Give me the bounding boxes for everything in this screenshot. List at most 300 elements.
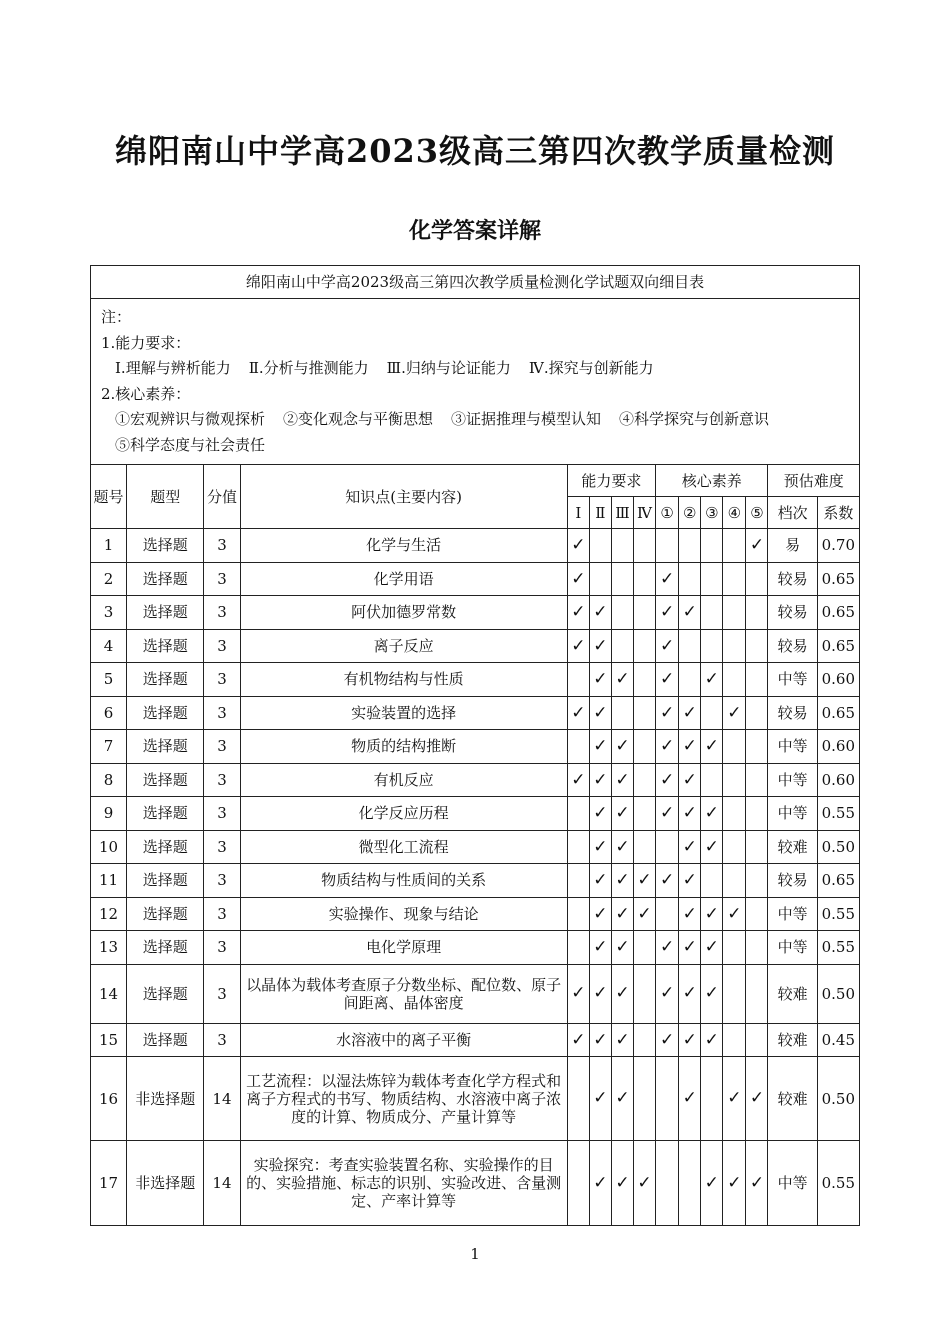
cell-ability-check xyxy=(567,1057,589,1141)
cell-ability-check xyxy=(567,830,589,864)
cell-literacy-check xyxy=(746,897,768,931)
cell-ability-check: ✓ xyxy=(589,1023,611,1057)
cell-literacy-check xyxy=(723,797,746,831)
cell-ability-check: ✓ xyxy=(611,964,633,1023)
header-coef: 系数 xyxy=(817,497,859,529)
cell-literacy-check xyxy=(746,964,768,1023)
ability-note: Ⅰ.理解与辨析能力 xyxy=(115,359,231,377)
cell-no: 12 xyxy=(91,897,127,931)
cell-knowledge: 电化学原理 xyxy=(240,931,567,965)
cell-type: 选择题 xyxy=(127,629,204,663)
table-row xyxy=(91,1023,860,1057)
cell-no: 3 xyxy=(91,596,127,630)
cell-score: 3 xyxy=(204,830,240,864)
table-row xyxy=(91,797,860,831)
cell-literacy-check xyxy=(656,897,679,931)
table-row xyxy=(91,830,860,864)
cell-knowledge: 化学与生活 xyxy=(240,529,567,563)
cell-knowledge: 有机反应 xyxy=(240,763,567,797)
cell-type: 选择题 xyxy=(127,797,204,831)
cell-coef: 0.55 xyxy=(817,1141,859,1226)
cell-no: 7 xyxy=(91,730,127,764)
cell-level: 较易 xyxy=(768,596,817,630)
cell-ability-check: ✓ xyxy=(611,1141,633,1226)
cell-literacy-check: ✓ xyxy=(701,730,723,764)
header-ability-col: Ⅲ xyxy=(611,497,633,529)
cell-coef: 0.60 xyxy=(817,763,859,797)
cell-literacy-check xyxy=(746,931,768,965)
cell-ability-check xyxy=(634,730,656,764)
header-type: 题型 xyxy=(127,465,204,529)
cell-level: 较难 xyxy=(768,830,817,864)
page-subtitle: 化学答案详解 xyxy=(408,219,541,244)
cell-no: 1 xyxy=(91,529,127,563)
cell-ability-check: ✓ xyxy=(589,797,611,831)
cell-score: 3 xyxy=(204,763,240,797)
cell-ability-check xyxy=(634,663,656,697)
cell-score: 3 xyxy=(204,1023,240,1057)
cell-literacy-check: ✓ xyxy=(701,830,723,864)
cell-literacy-check: ✓ xyxy=(679,964,701,1023)
ability-notes-title: 1.能力要求： xyxy=(101,333,191,352)
cell-literacy-check xyxy=(723,864,746,898)
table-row xyxy=(91,596,860,630)
cell-ability-check xyxy=(611,696,633,730)
cell-knowledge: 物质的结构推断 xyxy=(240,730,567,764)
cell-coef: 0.60 xyxy=(817,663,859,697)
cell-ability-check xyxy=(567,897,589,931)
cell-literacy-check: ✓ xyxy=(746,1057,768,1141)
table-row xyxy=(91,696,860,730)
header-ability-col: Ⅳ xyxy=(634,497,656,529)
cell-ability-check: ✓ xyxy=(611,830,633,864)
cell-ability-check: ✓ xyxy=(611,864,633,898)
table-caption: 绵阳南山中学高2023级高三第四次教学质量检测化学试题双向细目表 xyxy=(91,266,860,299)
cell-literacy-check xyxy=(679,562,701,596)
cell-literacy-check xyxy=(723,931,746,965)
cell-type: 选择题 xyxy=(127,1023,204,1057)
cell-type: 选择题 xyxy=(127,931,204,965)
spec-table xyxy=(90,265,860,1226)
cell-ability-check xyxy=(567,864,589,898)
cell-ability-check: ✓ xyxy=(589,1141,611,1226)
cell-literacy-check: ✓ xyxy=(679,763,701,797)
cell-literacy-check xyxy=(746,696,768,730)
notes-head: 注： xyxy=(101,308,132,326)
cell-ability-check: ✓ xyxy=(567,964,589,1023)
cell-literacy-check: ✓ xyxy=(679,596,701,630)
cell-no: 16 xyxy=(91,1057,127,1141)
cell-literacy-check: ✓ xyxy=(701,931,723,965)
cell-type: 选择题 xyxy=(127,529,204,563)
cell-score: 3 xyxy=(204,529,240,563)
header-ability: 能力要求 xyxy=(567,465,655,497)
cell-ability-check xyxy=(634,696,656,730)
cell-ability-check xyxy=(634,596,656,630)
header-literacy: 核心素养 xyxy=(656,465,768,497)
cell-no: 15 xyxy=(91,1023,127,1057)
cell-knowledge: 实验操作、现象与结论 xyxy=(240,897,567,931)
cell-no: 2 xyxy=(91,562,127,596)
cell-literacy-check xyxy=(701,629,723,663)
cell-score: 14 xyxy=(204,1141,240,1226)
cell-ability-check xyxy=(567,1141,589,1226)
cell-coef: 0.65 xyxy=(817,629,859,663)
cell-ability-check: ✓ xyxy=(611,763,633,797)
cell-literacy-check: ✓ xyxy=(701,964,723,1023)
cell-coef: 0.65 xyxy=(817,864,859,898)
ability-note: Ⅲ.归纳与论证能力 xyxy=(386,359,511,377)
cell-literacy-check: ✓ xyxy=(701,1023,723,1057)
cell-literacy-check: ✓ xyxy=(701,797,723,831)
header-literacy-col: ⑤ xyxy=(746,497,768,529)
cell-knowledge: 化学用语 xyxy=(240,562,567,596)
ability-note: Ⅳ.探究与创新能力 xyxy=(528,359,654,377)
cell-score: 3 xyxy=(204,730,240,764)
cell-ability-check: ✓ xyxy=(589,596,611,630)
header-literacy-col: ② xyxy=(679,497,701,529)
cell-ability-check xyxy=(634,830,656,864)
cell-no: 5 xyxy=(91,663,127,697)
cell-ability-check xyxy=(567,931,589,965)
table-row xyxy=(91,1141,860,1226)
cell-literacy-check: ✓ xyxy=(656,964,679,1023)
cell-literacy-check xyxy=(723,763,746,797)
literacy-notes-title: 2.核心素养： xyxy=(101,384,191,403)
cell-literacy-check xyxy=(701,864,723,898)
cell-no: 13 xyxy=(91,931,127,965)
cell-level: 中等 xyxy=(768,663,817,697)
cell-ability-check: ✓ xyxy=(567,763,589,797)
cell-ability-check: ✓ xyxy=(567,1023,589,1057)
cell-coef: 0.50 xyxy=(817,1057,859,1141)
cell-coef: 0.55 xyxy=(817,931,859,965)
cell-no: 10 xyxy=(91,830,127,864)
cell-coef: 0.55 xyxy=(817,897,859,931)
cell-type: 选择题 xyxy=(127,964,204,1023)
table-row xyxy=(91,529,860,563)
cell-score: 3 xyxy=(204,629,240,663)
cell-ability-check: ✓ xyxy=(611,730,633,764)
cell-literacy-check: ✓ xyxy=(723,696,746,730)
cell-literacy-check: ✓ xyxy=(679,730,701,764)
cell-ability-check: ✓ xyxy=(567,629,589,663)
cell-literacy-check xyxy=(723,964,746,1023)
cell-literacy-check xyxy=(723,830,746,864)
table-row xyxy=(91,562,860,596)
cell-literacy-check: ✓ xyxy=(656,696,679,730)
cell-type: 非选择题 xyxy=(127,1057,204,1141)
cell-literacy-check: ✓ xyxy=(656,864,679,898)
cell-coef: 0.65 xyxy=(817,596,859,630)
cell-ability-check: ✓ xyxy=(589,964,611,1023)
cell-literacy-check xyxy=(723,562,746,596)
cell-ability-check: ✓ xyxy=(589,897,611,931)
cell-score: 3 xyxy=(204,931,240,965)
cell-ability-check: ✓ xyxy=(589,1057,611,1141)
header-ability-col: Ⅱ xyxy=(589,497,611,529)
cell-ability-check xyxy=(634,797,656,831)
cell-coef: 0.60 xyxy=(817,730,859,764)
cell-literacy-check: ✓ xyxy=(679,797,701,831)
cell-literacy-check xyxy=(656,1057,679,1141)
table-row xyxy=(91,897,860,931)
cell-ability-check: ✓ xyxy=(634,897,656,931)
cell-ability-check xyxy=(589,529,611,563)
cell-literacy-check: ✓ xyxy=(701,1141,723,1226)
table-row xyxy=(91,964,860,1023)
cell-type: 选择题 xyxy=(127,897,204,931)
cell-knowledge: 微型化工流程 xyxy=(240,830,567,864)
cell-ability-check xyxy=(611,562,633,596)
cell-no: 9 xyxy=(91,797,127,831)
cell-knowledge: 实验装置的选择 xyxy=(240,696,567,730)
cell-literacy-check xyxy=(746,864,768,898)
cell-literacy-check xyxy=(746,797,768,831)
header-difficulty: 预估难度 xyxy=(768,465,860,497)
cell-literacy-check xyxy=(723,730,746,764)
cell-ability-check: ✓ xyxy=(589,696,611,730)
cell-literacy-check: ✓ xyxy=(679,897,701,931)
cell-ability-check xyxy=(634,964,656,1023)
cell-score: 14 xyxy=(204,1057,240,1141)
cell-literacy-check xyxy=(656,1141,679,1226)
cell-ability-check xyxy=(567,663,589,697)
cell-coef: 0.65 xyxy=(817,696,859,730)
cell-coef: 0.70 xyxy=(817,529,859,563)
cell-ability-check xyxy=(567,797,589,831)
cell-literacy-check: ✓ xyxy=(656,596,679,630)
cell-knowledge: 水溶液中的离子平衡 xyxy=(240,1023,567,1057)
cell-literacy-check xyxy=(746,596,768,630)
cell-literacy-check xyxy=(746,562,768,596)
cell-type: 选择题 xyxy=(127,864,204,898)
cell-literacy-check: ✓ xyxy=(656,1023,679,1057)
cell-type: 选择题 xyxy=(127,663,204,697)
cell-literacy-check xyxy=(746,763,768,797)
cell-literacy-check: ✓ xyxy=(679,696,701,730)
cell-score: 3 xyxy=(204,897,240,931)
cell-literacy-check xyxy=(701,529,723,563)
cell-type: 选择题 xyxy=(127,562,204,596)
cell-coef: 0.50 xyxy=(817,830,859,864)
cell-literacy-check: ✓ xyxy=(656,730,679,764)
cell-level: 中等 xyxy=(768,797,817,831)
cell-ability-check: ✓ xyxy=(611,1057,633,1141)
literacy-notes-line2 xyxy=(101,433,849,459)
cell-level: 较易 xyxy=(768,562,817,596)
literacy-note: ③证据推理与模型认知 xyxy=(451,410,602,428)
cell-literacy-check: ✓ xyxy=(679,830,701,864)
table-row xyxy=(91,663,860,697)
cell-literacy-check: ✓ xyxy=(723,1057,746,1141)
cell-coef: 0.65 xyxy=(817,562,859,596)
cell-ability-check xyxy=(634,529,656,563)
cell-knowledge: 以晶体为载体考查原子分数坐标、配位数、原子间距离、晶体密度 xyxy=(240,964,567,1023)
table-row xyxy=(91,931,860,965)
cell-ability-check: ✓ xyxy=(589,864,611,898)
cell-literacy-check xyxy=(723,596,746,630)
cell-knowledge: 阿伏加德罗常数 xyxy=(240,596,567,630)
cell-literacy-check xyxy=(746,730,768,764)
cell-literacy-check: ✓ xyxy=(723,1141,746,1226)
cell-coef: 0.45 xyxy=(817,1023,859,1057)
cell-no: 4 xyxy=(91,629,127,663)
header-ability-col: Ⅰ xyxy=(567,497,589,529)
page-title: 绵阳南山中学高2023级高三第四次教学质量检测 xyxy=(114,132,836,170)
cell-level: 中等 xyxy=(768,897,817,931)
cell-level: 较难 xyxy=(768,1057,817,1141)
cell-ability-check: ✓ xyxy=(589,629,611,663)
header-no: 题号 xyxy=(91,465,127,529)
cell-score: 3 xyxy=(204,562,240,596)
cell-type: 选择题 xyxy=(127,830,204,864)
cell-no: 14 xyxy=(91,964,127,1023)
cell-literacy-check: ✓ xyxy=(656,797,679,831)
cell-no: 11 xyxy=(91,864,127,898)
header-level: 档次 xyxy=(768,497,817,529)
cell-literacy-check: ✓ xyxy=(701,897,723,931)
cell-literacy-check xyxy=(723,663,746,697)
cell-score: 3 xyxy=(204,864,240,898)
table-row xyxy=(91,629,860,663)
cell-literacy-check: ✓ xyxy=(656,931,679,965)
notes-block xyxy=(91,299,860,465)
cell-type: 选择题 xyxy=(127,730,204,764)
cell-ability-check xyxy=(611,629,633,663)
header-literacy-col: ④ xyxy=(723,497,746,529)
table-row xyxy=(91,864,860,898)
cell-literacy-check xyxy=(723,629,746,663)
cell-score: 3 xyxy=(204,663,240,697)
cell-ability-check: ✓ xyxy=(567,696,589,730)
cell-ability-check xyxy=(634,629,656,663)
cell-ability-check xyxy=(611,596,633,630)
cell-literacy-check: ✓ xyxy=(656,663,679,697)
cell-literacy-check xyxy=(701,1057,723,1141)
header-literacy-col: ③ xyxy=(701,497,723,529)
cell-literacy-check xyxy=(701,596,723,630)
cell-ability-check: ✓ xyxy=(567,562,589,596)
cell-type: 选择题 xyxy=(127,696,204,730)
cell-literacy-check xyxy=(656,529,679,563)
header-knowledge: 知识点(主要内容) xyxy=(240,465,567,529)
cell-literacy-check xyxy=(701,696,723,730)
cell-literacy-check: ✓ xyxy=(746,1141,768,1226)
cell-coef: 0.55 xyxy=(817,797,859,831)
page-number: 1 xyxy=(470,1245,480,1263)
cell-ability-check xyxy=(634,1057,656,1141)
cell-ability-check: ✓ xyxy=(634,1141,656,1226)
ability-note: Ⅱ.分析与推测能力 xyxy=(248,359,369,377)
cell-literacy-check xyxy=(746,663,768,697)
cell-knowledge: 物质结构与性质间的关系 xyxy=(240,864,567,898)
cell-ability-check: ✓ xyxy=(567,596,589,630)
cell-ability-check: ✓ xyxy=(634,864,656,898)
cell-level: 中等 xyxy=(768,931,817,965)
cell-ability-check: ✓ xyxy=(589,931,611,965)
cell-level: 较难 xyxy=(768,964,817,1023)
cell-literacy-check: ✓ xyxy=(656,763,679,797)
cell-ability-check: ✓ xyxy=(589,730,611,764)
literacy-note: ④科学探究与创新意识 xyxy=(619,410,770,428)
cell-score: 3 xyxy=(204,596,240,630)
cell-ability-check xyxy=(634,763,656,797)
cell-literacy-check xyxy=(701,763,723,797)
cell-knowledge: 化学反应历程 xyxy=(240,797,567,831)
cell-literacy-check xyxy=(679,529,701,563)
cell-coef: 0.50 xyxy=(817,964,859,1023)
cell-ability-check xyxy=(611,529,633,563)
table-row xyxy=(91,763,860,797)
ability-notes xyxy=(101,356,849,382)
cell-level: 较易 xyxy=(768,696,817,730)
cell-literacy-check xyxy=(746,629,768,663)
cell-ability-check: ✓ xyxy=(611,797,633,831)
cell-knowledge: 工艺流程：以湿法炼锌为载体考查化学方程式和离子方程式的书写、物质结构、水溶液中离子浓度的计算、物质成分、产量计算等 xyxy=(240,1057,567,1141)
cell-ability-check xyxy=(567,730,589,764)
cell-literacy-check: ✓ xyxy=(679,864,701,898)
literacy-note: ①宏观辨识与微观探析 xyxy=(115,410,266,428)
cell-literacy-check: ✓ xyxy=(679,1057,701,1141)
cell-level: 易 xyxy=(768,529,817,563)
table-row xyxy=(91,1057,860,1141)
literacy-note: ⑤科学态度与社会责任 xyxy=(115,435,266,454)
cell-ability-check xyxy=(634,931,656,965)
cell-ability-check: ✓ xyxy=(611,663,633,697)
cell-ability-check xyxy=(589,562,611,596)
cell-type: 选择题 xyxy=(127,763,204,797)
cell-score: 3 xyxy=(204,696,240,730)
cell-literacy-check xyxy=(723,529,746,563)
cell-no: 8 xyxy=(91,763,127,797)
cell-ability-check xyxy=(634,562,656,596)
cell-score: 3 xyxy=(204,797,240,831)
cell-literacy-check: ✓ xyxy=(746,529,768,563)
cell-literacy-check xyxy=(701,562,723,596)
cell-ability-check xyxy=(634,1023,656,1057)
cell-knowledge: 实验探究：考查实验装置名称、实验操作的目的、实验措施、标志的识别、实验改进、含量测定、产率计算等 xyxy=(240,1141,567,1226)
cell-level: 中等 xyxy=(768,730,817,764)
header-literacy-col: ① xyxy=(656,497,679,529)
cell-knowledge: 有机物结构与性质 xyxy=(240,663,567,697)
literacy-note: ②变化观念与平衡思想 xyxy=(283,410,434,428)
cell-literacy-check xyxy=(746,830,768,864)
table-row xyxy=(91,730,860,764)
cell-literacy-check xyxy=(656,830,679,864)
cell-literacy-check: ✓ xyxy=(679,1023,701,1057)
cell-literacy-check xyxy=(679,663,701,697)
cell-level: 中等 xyxy=(768,763,817,797)
cell-level: 较难 xyxy=(768,1023,817,1057)
cell-ability-check: ✓ xyxy=(611,897,633,931)
literacy-notes-line1 xyxy=(101,407,849,433)
cell-literacy-check: ✓ xyxy=(723,897,746,931)
cell-literacy-check xyxy=(679,629,701,663)
header-score: 分值 xyxy=(204,465,240,529)
cell-no: 6 xyxy=(91,696,127,730)
cell-ability-check: ✓ xyxy=(567,529,589,563)
cell-ability-check: ✓ xyxy=(611,1023,633,1057)
cell-literacy-check: ✓ xyxy=(679,931,701,965)
cell-level: 中等 xyxy=(768,1141,817,1226)
cell-literacy-check: ✓ xyxy=(701,663,723,697)
cell-ability-check: ✓ xyxy=(589,763,611,797)
cell-ability-check: ✓ xyxy=(589,663,611,697)
cell-literacy-check: ✓ xyxy=(656,629,679,663)
cell-knowledge: 离子反应 xyxy=(240,629,567,663)
cell-no: 17 xyxy=(91,1141,127,1226)
